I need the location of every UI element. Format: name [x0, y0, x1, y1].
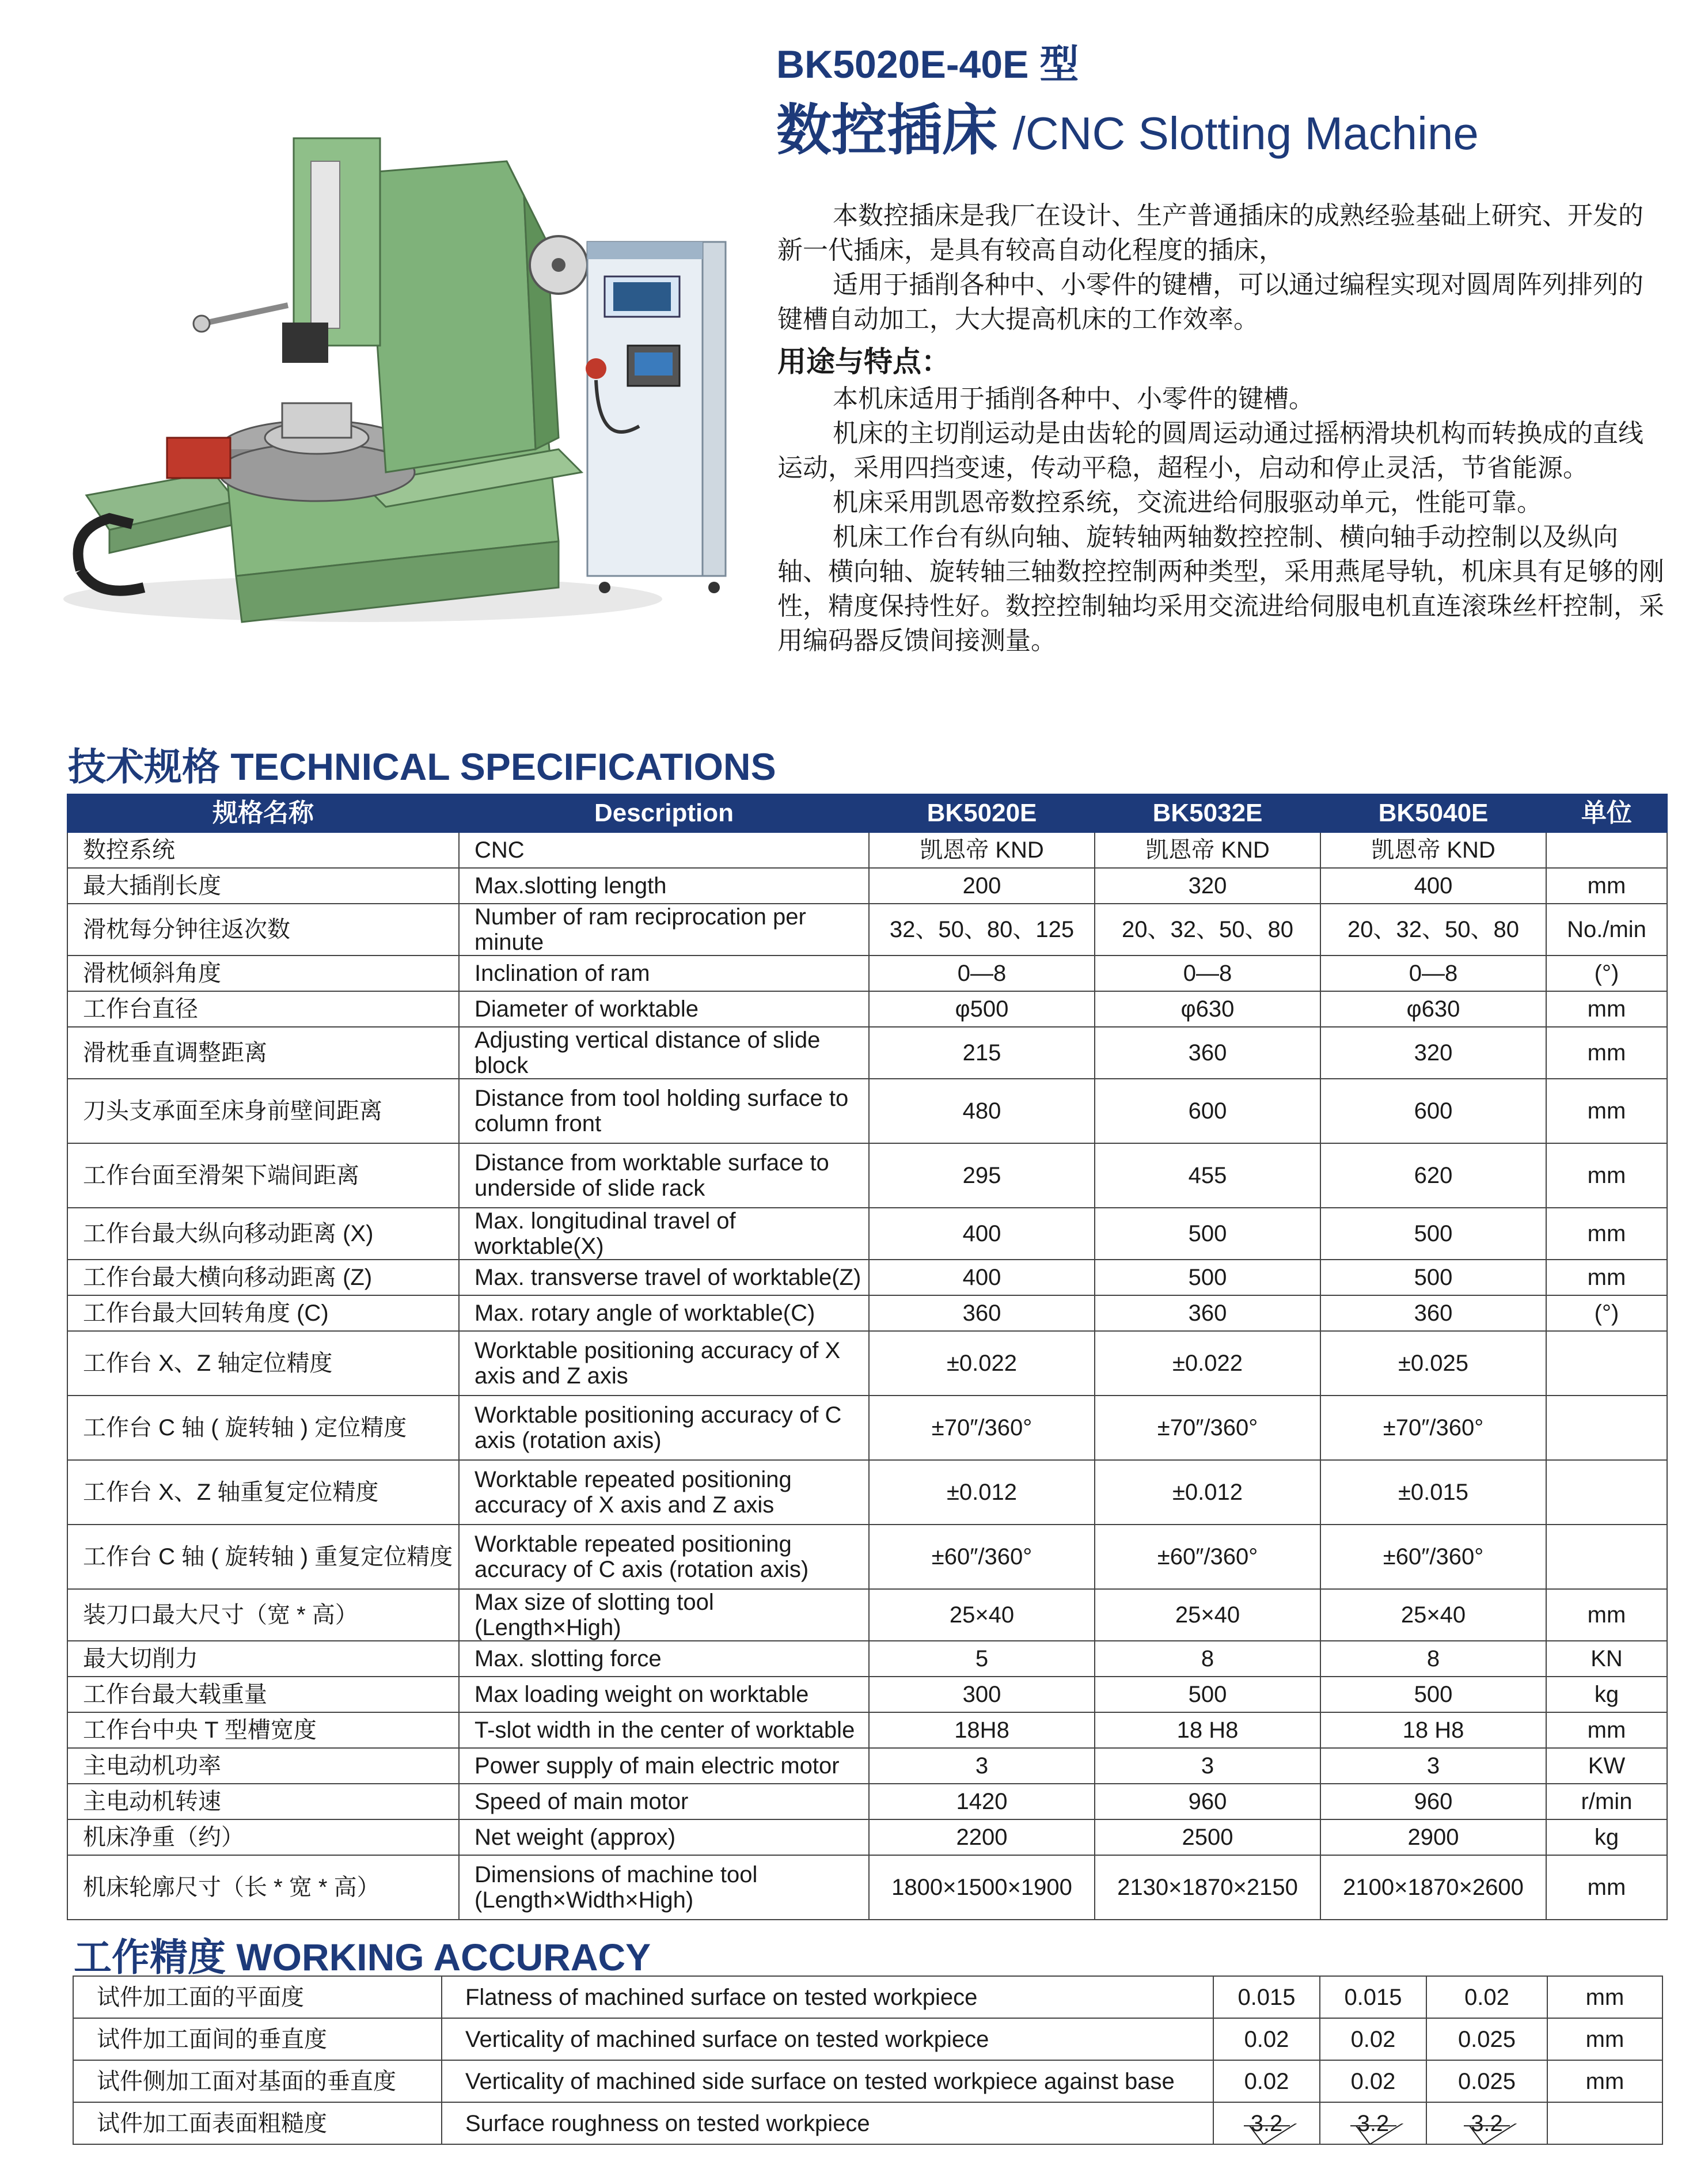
spec-bk5040e: ±70″/360°: [1320, 1396, 1546, 1460]
spec-bk5040e: 18 H8: [1320, 1712, 1546, 1748]
spec-unit: KW: [1546, 1748, 1667, 1784]
col-unit: 单位: [1546, 794, 1667, 832]
spec-bk5032e: ±60″/360°: [1095, 1525, 1320, 1589]
spec-name-zh: 工作台最大回转角度 (C): [67, 1295, 459, 1331]
roughness-value: 3.2: [1250, 2110, 1283, 2136]
accuracy-description: Flatness of machined surface on tested workpiece: [442, 1976, 1213, 2018]
table-row: [67, 1677, 1667, 1712]
features-heading: 用途与特点：: [777, 346, 950, 378]
spec-name-zh: 装刀口最大尺寸（宽 * 高）: [67, 1589, 459, 1641]
spec-name-zh: 主电动机功率: [67, 1748, 459, 1784]
spec-name-zh: 最大插削长度: [67, 868, 459, 904]
spec-bk5020e: ±0.022: [869, 1331, 1095, 1396]
spec-unit: mm: [1546, 1855, 1667, 1920]
spec-bk5032e: 20、32、50、80: [1095, 904, 1320, 955]
roughness-icon: [1350, 2124, 1414, 2147]
spec-bk5032e: 455: [1095, 1143, 1320, 1208]
spec-heading: 技术规格 TECHNICAL SPECIFICATIONS: [68, 745, 776, 788]
roughness-icon: [1244, 2124, 1307, 2147]
accuracy-unit: mm: [1547, 2060, 1662, 2102]
spec-name-zh: 工作台最大横向移动距离 (Z): [67, 1260, 459, 1295]
spec-bk5020e: 凯恩帝 KND: [869, 832, 1095, 868]
model-heading: BK5020E-40E 型: [776, 43, 1079, 86]
spec-bk5020e: 215: [869, 1027, 1095, 1079]
spec-bk5020e: 300: [869, 1677, 1095, 1712]
spec-bk5020e: 200: [869, 868, 1095, 904]
accuracy-bk5040e: 0.02: [1426, 1976, 1547, 2018]
spec-description: Speed of main motor: [459, 1784, 869, 1819]
spec-bk5040e: φ630: [1320, 991, 1546, 1027]
spec-bk5032e: ±70″/360°: [1095, 1396, 1320, 1460]
spec-unit: [1546, 1396, 1667, 1460]
spec-bk5020e: 5: [869, 1641, 1095, 1677]
spec-description: Inclination of ram: [459, 955, 869, 991]
spec-description: CNC: [459, 832, 869, 868]
roughness-value: 3.2: [1471, 2110, 1503, 2136]
spec-bk5040e: 2100×1870×2600: [1320, 1855, 1546, 1920]
spec-bk5032e: 600: [1095, 1079, 1320, 1143]
spec-bk5040e: 25×40: [1320, 1589, 1546, 1641]
table-row: [67, 1589, 1667, 1641]
spec-bk5040e: 3: [1320, 1748, 1546, 1784]
spec-bk5020e: 32、50、80、125: [869, 904, 1095, 955]
table-row: [67, 832, 1667, 868]
feature-3: 机床采用凯恩帝数控系统，交流进给伺服驱动单元，性能可靠。: [833, 488, 1542, 517]
feature-2: 机床的主切削运动是由齿轮的圆周运动通过摇柄滑块机构而转换成的直线运动，采用四挡变速，传动平稳，超程小，启动和停止灵活，节省能源。: [777, 419, 1643, 482]
spec-bk5032e: ±0.012: [1095, 1460, 1320, 1525]
table-row: [73, 1976, 1662, 2018]
spec-bk5032e: 0—8: [1095, 955, 1320, 991]
accuracy-description: Surface roughness on tested workpiece: [442, 2102, 1213, 2144]
col-bk5020e: BK5020E: [869, 794, 1095, 832]
spec-name-zh: 最大切削力: [67, 1641, 459, 1677]
spec-description: Worktable repeated positioning accuracy of X axis and Z axis: [459, 1460, 869, 1525]
spec-name-zh: 工作台中央 T 型槽宽度: [67, 1712, 459, 1748]
spec-description: Dimensions of machine tool (Length×Width×High): [459, 1855, 869, 1920]
spec-bk5032e: 25×40: [1095, 1589, 1320, 1641]
accuracy-bk5020e: 0.02: [1213, 2060, 1320, 2102]
accuracy-bk5020e: 0.015: [1213, 1976, 1320, 2018]
table-row: [67, 904, 1667, 955]
spec-description: Diameter of worktable: [459, 991, 869, 1027]
table-row: [67, 1855, 1667, 1920]
spec-bk5032e: 8: [1095, 1641, 1320, 1677]
spec-bk5032e: 2500: [1095, 1819, 1320, 1855]
spec-name-zh: 主电动机转速: [67, 1784, 459, 1819]
spec-name-zh: 工作台面至滑架下端间距离: [67, 1143, 459, 1208]
spec-description: Distance from tool holding surface to column front: [459, 1079, 869, 1143]
roughness-value: 3.2: [1357, 2110, 1390, 2136]
spec-bk5040e: 500: [1320, 1208, 1546, 1260]
accuracy-bk5032e: [1320, 2102, 1426, 2144]
table-row: [67, 955, 1667, 991]
spec-bk5040e: 360: [1320, 1295, 1546, 1331]
table-row: [67, 991, 1667, 1027]
feature-1: 本机床适用于插削各种中、小零件的键槽。: [833, 385, 1314, 413]
spec-name-zh: 机床轮廓尺寸（长 * 宽 * 高）: [67, 1855, 459, 1920]
spec-bk5040e: ±60″/360°: [1320, 1525, 1546, 1589]
spec-bk5032e: 320: [1095, 868, 1320, 904]
accuracy-name-zh: 试件加工面的平面度: [73, 1976, 442, 2018]
spec-bk5032e: 3: [1095, 1748, 1320, 1784]
spec-bk5040e: 620: [1320, 1143, 1546, 1208]
accuracy-description: Verticality of machined surface on tested workpiece: [442, 2018, 1213, 2060]
spec-description: Max. longitudinal travel of worktable(X): [459, 1208, 869, 1260]
spec-bk5032e: ±0.022: [1095, 1331, 1320, 1396]
spec-description: T-slot width in the center of worktable: [459, 1712, 869, 1748]
table-row: [67, 1748, 1667, 1784]
spec-bk5032e: 360: [1095, 1027, 1320, 1079]
spec-bk5020e: φ500: [869, 991, 1095, 1027]
accuracy-unit: [1547, 2102, 1662, 2144]
table-row: [67, 1712, 1667, 1748]
spec-bk5020e: 400: [869, 1208, 1095, 1260]
table-row: [67, 1819, 1667, 1855]
spec-unit: mm: [1546, 1589, 1667, 1641]
spec-bk5020e: 18H8: [869, 1712, 1095, 1748]
spec-bk5040e: 20、32、50、80: [1320, 904, 1546, 955]
spec-name-zh: 工作台直径: [67, 991, 459, 1027]
accuracy-table: [73, 1976, 1663, 2145]
spec-unit: mm: [1546, 1027, 1667, 1079]
spec-description: Worktable positioning accuracy of C axis (rotation axis): [459, 1396, 869, 1460]
accuracy-unit: mm: [1547, 2018, 1662, 2060]
spec-description: Power supply of main electric motor: [459, 1748, 869, 1784]
spec-description: Max size of slotting tool (Length×High): [459, 1589, 869, 1641]
spec-bk5040e: 0—8: [1320, 955, 1546, 991]
spec-bk5040e: 400: [1320, 868, 1546, 904]
spec-unit: [1546, 1525, 1667, 1589]
accuracy-bk5032e: 0.02: [1320, 2060, 1426, 2102]
spec-bk5020e: ±60″/360°: [869, 1525, 1095, 1589]
accuracy-bk5040e: 0.025: [1426, 2060, 1547, 2102]
table-row: [67, 1079, 1667, 1143]
accuracy-description: Verticality of machined side surface on tested workpiece against base: [442, 2060, 1213, 2102]
spec-name-zh: 工作台 X、Z 轴重复定位精度: [67, 1460, 459, 1525]
spec-bk5020e: 3: [869, 1748, 1095, 1784]
spec-description: Max. rotary angle of worktable(C): [459, 1295, 869, 1331]
accuracy-name-zh: 试件加工面间的垂直度: [73, 2018, 442, 2060]
spec-bk5020e: ±70″/360°: [869, 1396, 1095, 1460]
spec-unit: mm: [1546, 1260, 1667, 1295]
accuracy-bk5032e: 0.02: [1320, 2018, 1426, 2060]
spec-bk5020e: 400: [869, 1260, 1095, 1295]
spec-bk5032e: 500: [1095, 1260, 1320, 1295]
spec-description: Number of ram reciprocation per minute: [459, 904, 869, 955]
spec-bk5020e: 360: [869, 1295, 1095, 1331]
accuracy-bk5020e: 0.02: [1213, 2018, 1320, 2060]
spec-bk5040e: 960: [1320, 1784, 1546, 1819]
spec-bk5040e: 500: [1320, 1260, 1546, 1295]
accuracy-unit: mm: [1547, 1976, 1662, 2018]
spec-description: Net weight (approx): [459, 1819, 869, 1855]
spec-bk5040e: 500: [1320, 1677, 1546, 1712]
spec-unit: (°): [1546, 1295, 1667, 1331]
spec-name-zh: 数控系统: [67, 832, 459, 868]
col-bk5040e: BK5040E: [1320, 794, 1546, 832]
accuracy-name-zh: 试件侧加工面对基面的垂直度: [73, 2060, 442, 2102]
col-description: Description: [459, 794, 869, 832]
spec-unit: KN: [1546, 1641, 1667, 1677]
spec-bk5020e: 295: [869, 1143, 1095, 1208]
spec-unit: No./min: [1546, 904, 1667, 955]
spec-bk5020e: 1800×1500×1900: [869, 1855, 1095, 1920]
spec-unit: r/min: [1546, 1784, 1667, 1819]
roughness-symbol: [1357, 2111, 1390, 2136]
spec-bk5020e: 25×40: [869, 1589, 1095, 1641]
page-title: [776, 86, 1479, 165]
spec-description: Max.slotting length: [459, 868, 869, 904]
table-row: [67, 1460, 1667, 1525]
table-row: [67, 868, 1667, 904]
accuracy-bk5020e: [1213, 2102, 1320, 2144]
spec-unit: [1546, 832, 1667, 868]
spec-bk5032e: 18 H8: [1095, 1712, 1320, 1748]
spec-bk5032e: φ630: [1095, 991, 1320, 1027]
table-row: [73, 2060, 1662, 2102]
spec-name-zh: 机床净重（约）: [67, 1819, 459, 1855]
roughness-icon: [1464, 2124, 1527, 2147]
spec-description: Max. transverse travel of worktable(Z): [459, 1260, 869, 1295]
spec-unit: [1546, 1460, 1667, 1525]
spec-unit: [1546, 1331, 1667, 1396]
spec-unit: mm: [1546, 1079, 1667, 1143]
spec-name-zh: 刀头支承面至床身前壁间距离: [67, 1079, 459, 1143]
spec-unit: kg: [1546, 1677, 1667, 1712]
spec-description: Worktable positioning accuracy of X axis and Z axis: [459, 1331, 869, 1396]
table-row: [67, 1396, 1667, 1460]
spec-description: Max. slotting force: [459, 1641, 869, 1677]
spec-bk5020e: ±0.012: [869, 1460, 1095, 1525]
spec-name-zh: 工作台 C 轴 ( 旋转轴 ) 定位精度: [67, 1396, 459, 1460]
accuracy-bk5032e: 0.015: [1320, 1976, 1426, 2018]
spec-bk5040e: 8: [1320, 1641, 1546, 1677]
spec-bk5040e: 2900: [1320, 1819, 1546, 1855]
spec-description: Max loading weight on worktable: [459, 1677, 869, 1712]
accuracy-heading: 工作精度 WORKING ACCURACY: [74, 1936, 651, 1978]
spec-bk5020e: 1420: [869, 1784, 1095, 1819]
spec-bk5040e: ±0.015: [1320, 1460, 1546, 1525]
col-name-zh: 规格名称: [67, 794, 459, 832]
accuracy-bk5040e: [1426, 2102, 1547, 2144]
table-row: [67, 1331, 1667, 1396]
table-row: [67, 1641, 1667, 1677]
spec-name-zh: 滑枕垂直调整距离: [67, 1027, 459, 1079]
spec-name-zh: 滑枕倾斜角度: [67, 955, 459, 991]
feature-4: 机床工作台有纵向轴、旋转轴两轴数控控制、横向轴手动控制以及纵向轴、横向轴、旋转轴三轴数控控制两种类型，采用燕尾导轨，机床具有足够的刚性，精度保持性好。数控控制轴均采用交流进给伺服电机直连滚珠丝杆控制，采用编码器反馈间接测量。: [777, 523, 1664, 655]
spec-bk5032e: 500: [1095, 1208, 1320, 1260]
spec-bk5040e: 320: [1320, 1027, 1546, 1079]
spec-unit: mm: [1546, 1143, 1667, 1208]
spec-name-zh: 工作台最大载重量: [67, 1677, 459, 1712]
intro-text: [777, 199, 1664, 658]
table-row: [67, 1525, 1667, 1589]
spec-name-zh: 滑枕每分钟往返次数: [67, 904, 459, 955]
table-row: [73, 2018, 1662, 2060]
spec-unit: mm: [1546, 991, 1667, 1027]
table-row: [67, 1260, 1667, 1295]
spec-bk5040e: 600: [1320, 1079, 1546, 1143]
accuracy-name-zh: 试件加工面表面粗糙度: [73, 2102, 442, 2144]
spec-header-row: [67, 794, 1667, 832]
table-row: [67, 1143, 1667, 1208]
table-row: [67, 1784, 1667, 1819]
spec-description: Adjusting vertical distance of slide block: [459, 1027, 869, 1079]
spec-bk5032e: 960: [1095, 1784, 1320, 1819]
accuracy-bk5040e: 0.025: [1426, 2018, 1547, 2060]
spec-unit: kg: [1546, 1819, 1667, 1855]
spec-bk5032e: 500: [1095, 1677, 1320, 1712]
spec-bk5032e: 凯恩帝 KND: [1095, 832, 1320, 868]
spec-bk5020e: 0—8: [869, 955, 1095, 991]
spec-bk5040e: 凯恩帝 KND: [1320, 832, 1546, 868]
roughness-symbol: [1471, 2111, 1503, 2136]
spec-name-zh: 工作台最大纵向移动距离 (X): [67, 1208, 459, 1260]
spec-description: Worktable repeated positioning accuracy of C axis (rotation axis): [459, 1525, 869, 1589]
table-row: [67, 1295, 1667, 1331]
table-row: [67, 1027, 1667, 1079]
title-zh: 数控插床: [776, 100, 997, 161]
spec-name-zh: 工作台 C 轴 ( 旋转轴 ) 重复定位精度: [67, 1525, 459, 1589]
title-en: /CNC Slotting Machine: [1012, 108, 1479, 159]
spec-unit: mm: [1546, 1208, 1667, 1260]
spec-name-zh: 工作台 X、Z 轴定位精度: [67, 1331, 459, 1396]
intro-paragraph-1: 本数控插床是我厂在设计、生产普通插床的成熟经验基础上研究、开发的新一代插床，是具有较高自动化程度的插床，: [777, 202, 1643, 264]
roughness-symbol: [1251, 2111, 1283, 2136]
spec-bk5032e: 360: [1095, 1295, 1320, 1331]
spec-unit: (°): [1546, 955, 1667, 991]
spec-bk5020e: 480: [869, 1079, 1095, 1143]
spec-unit: mm: [1546, 1712, 1667, 1748]
table-row: [67, 1208, 1667, 1260]
intro-paragraph-2: 适用于插削各种中、小零件的键槽，可以通过编程实现对圆周阵列排列的键槽自动加工，大大提高机床的工作效率。: [777, 271, 1643, 333]
table-row: [73, 2102, 1662, 2144]
machine-photo: [63, 127, 772, 634]
spec-unit: mm: [1546, 868, 1667, 904]
spec-description: Distance from worktable surface to underside of slide rack: [459, 1143, 869, 1208]
col-bk5032e: BK5032E: [1095, 794, 1320, 832]
spec-bk5032e: 2130×1870×2150: [1095, 1855, 1320, 1920]
spec-bk5020e: 2200: [869, 1819, 1095, 1855]
spec-table: [67, 794, 1668, 1920]
spec-bk5040e: ±0.025: [1320, 1331, 1546, 1396]
